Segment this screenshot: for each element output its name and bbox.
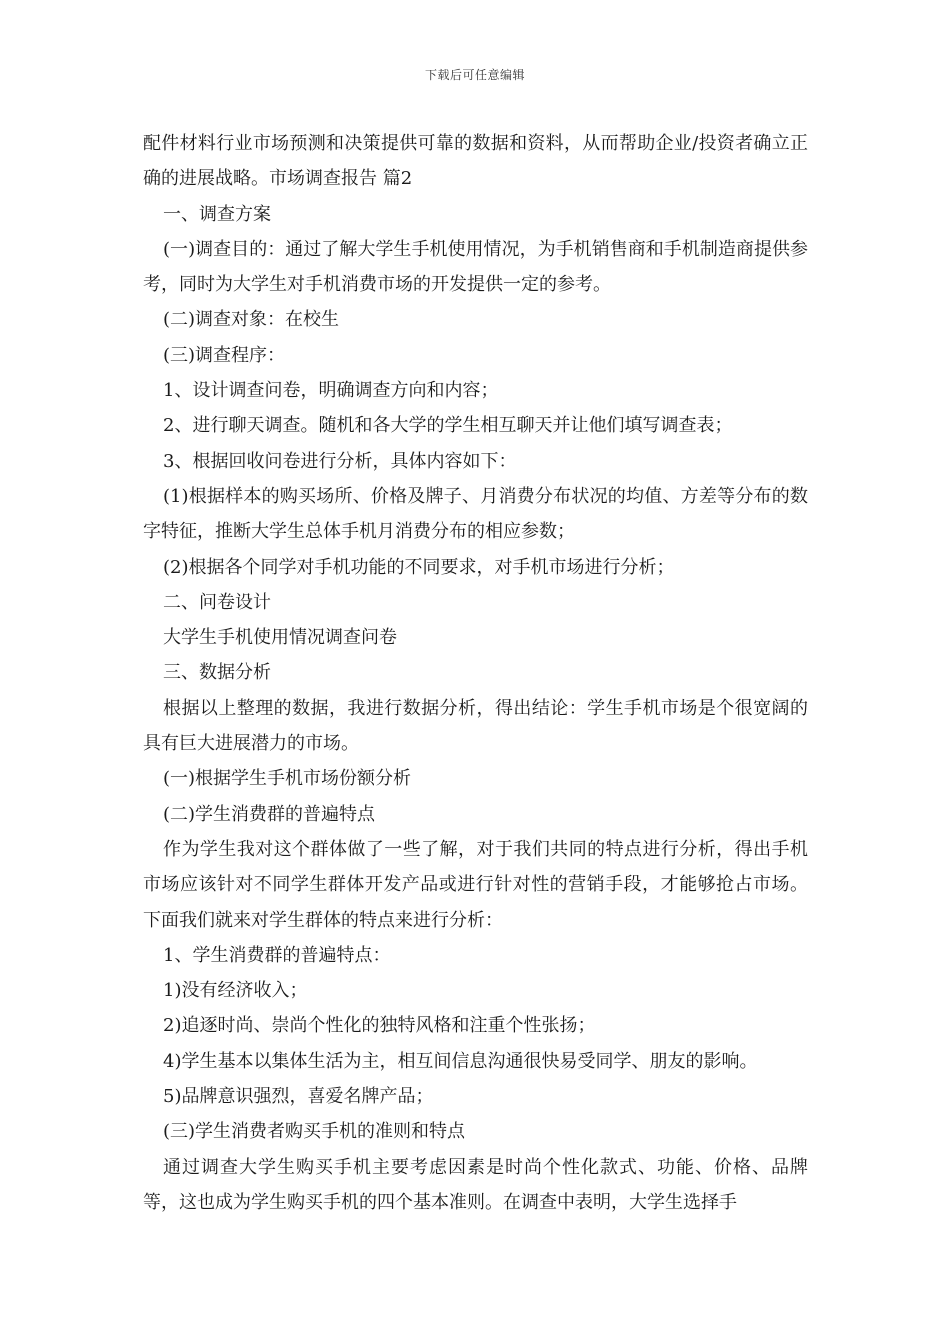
paragraph: (2)根据各个同学对手机功能的不同要求，对手机市场进行分析； (163, 556, 675, 578)
list-item: 3、根据回收问卷进行分析，具体内容如下： (163, 450, 517, 472)
section-heading: 一、调查方案 (163, 203, 271, 225)
list-item: 1、设计调查问卷，明确调查方向和内容； (163, 380, 499, 402)
paragraph: (二)调查对象：在校生 (163, 309, 340, 331)
list-item: 2、进行聊天调查。随机和各大学的学生相互聊天并让他们填写调查表； (163, 415, 733, 437)
paragraph: (三)调查程序： (163, 344, 286, 366)
list-item: 1、学生消费群的普遍特点： (163, 944, 391, 966)
paragraph: (一)根据学生手机市场份额分析 (163, 768, 412, 790)
paragraph: (三)学生消费者购买手机的准则和特点 (163, 1121, 466, 1143)
paragraph: 大学生手机使用情况调查问卷 (163, 627, 397, 649)
list-item: 1)没有经济收入； (163, 980, 308, 1002)
page-header: 下载后可任意编辑 (424, 68, 525, 82)
paragraph: (1)根据样本的购买场所、价格及牌子、月消费分布状况的均值、方差等分布的数字特征，推断大学生总体手机月消费分布的相应参数； (143, 485, 808, 543)
paragraph: 作为学生我对这个群体做了一些了解，对于我们共同的特点进行分析，得出手机市场应该针对不同学生群体开发产品或进行针对性的营销手段，才能够抢占市场。下面我们就来对学生群体的特点来进行分析： (143, 838, 808, 931)
list-item: 4)学生基本以集体生活为主，相互间信息沟通很快易受同学、朋友的影响。 (163, 1050, 758, 1072)
document-body (143, 126, 808, 1220)
section-heading: 三、数据分析 (163, 662, 271, 684)
list-item: 2)追逐时尚、崇尚个性化的独特风格和注重个性张扬； (163, 1015, 596, 1037)
paragraph: 通过调查大学生购买手机主要考虑因素是时尚个性化款式、功能、价格、品牌等，这也成为学生购买手机的四个基本准则。在调查中表明，大学生选择手 (143, 1156, 808, 1213)
list-item: 5)品牌意识强烈，喜爱名牌产品； (163, 1086, 434, 1108)
paragraph: (一)调查目的：通过了解大学生手机使用情况，为手机销售商和手机制造商提供参考，同时为大学生对手机消费市场的开发提供一定的参考。 (143, 238, 808, 296)
paragraph: 配件材料行业市场预测和决策提供可靠的数据和资料，从而帮助企业/投资者确立正确的进展战略。市场调查报告 篇2 (143, 133, 808, 190)
section-heading: 二、问卷设计 (163, 591, 271, 613)
paragraph: (二)学生消费群的普遍特点 (163, 803, 376, 825)
paragraph: 根据以上整理的数据，我进行数据分析，得出结论：学生手机市场是个很宽阔的具有巨大进展潜力的市场。 (143, 697, 808, 755)
